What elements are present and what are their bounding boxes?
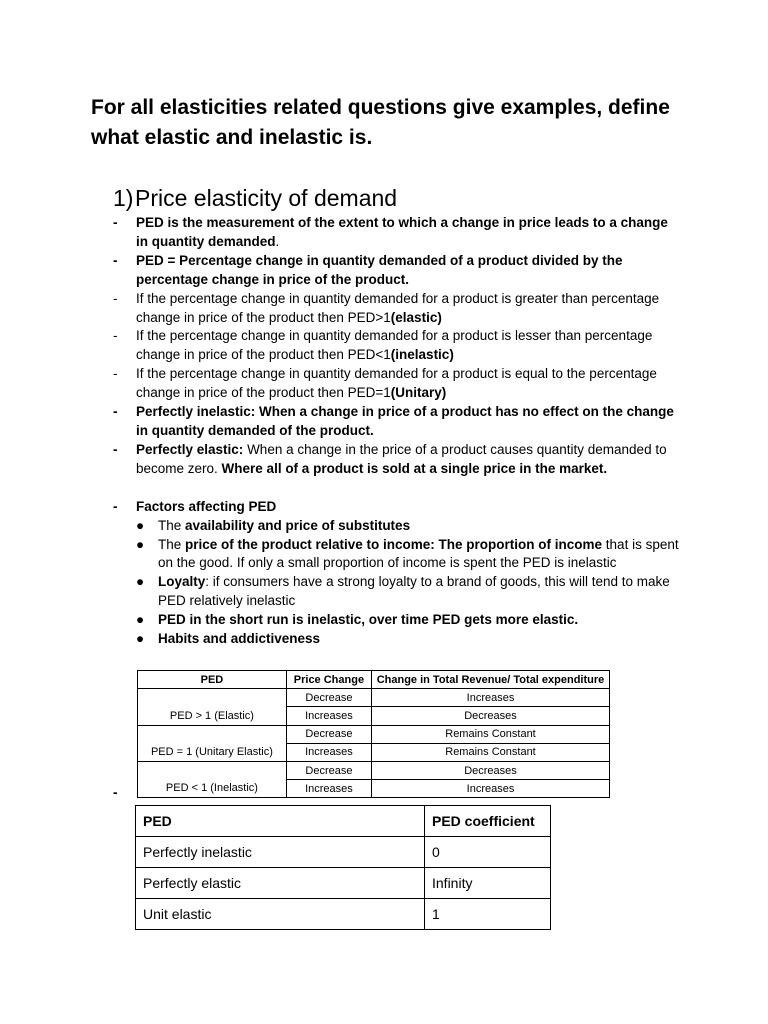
list-item: [113, 214, 683, 252]
price-change-cell: Decrease: [286, 689, 371, 707]
column-header: PED: [136, 806, 425, 837]
text-run: (Unitary): [390, 385, 447, 401]
ped-type-cell: Perfectly inelastic: [136, 837, 425, 868]
table-row: [138, 707, 610, 725]
ped-group-cell: PED = 1 (Unitary Elastic): [138, 743, 287, 761]
list-dash: -: [113, 328, 118, 344]
ped-group-cell: PED < 1 (Inelastic): [138, 780, 287, 798]
list-item: [113, 365, 683, 403]
factor-item: [113, 630, 683, 649]
text-run: (inelastic): [390, 347, 454, 363]
table-row: [138, 743, 610, 761]
table-row: [136, 837, 551, 868]
column-header: PED coefficient: [425, 806, 551, 837]
text-run: When a change in the price of a product causes quantity demanded to become zero.: [136, 441, 667, 476]
bullet-icon: ●: [136, 517, 145, 533]
list-item: [113, 290, 683, 328]
list-item: [113, 252, 683, 290]
table-header-row: [136, 806, 551, 837]
revenue-change-cell: Increases: [372, 780, 610, 798]
text-run: Where all of a product is sold at a single price in the market.: [221, 460, 608, 476]
list-dash: -: [113, 498, 118, 514]
revenue-table: [137, 670, 610, 798]
text-run: PED in the short run is inelastic, over time PED gets more elastic.: [158, 612, 579, 628]
coefficient-cell: 1: [425, 899, 551, 930]
coefficient-table: [135, 805, 551, 930]
ped-group-cell: [138, 761, 287, 779]
price-change-cell: Increases: [286, 743, 371, 761]
table-row: [138, 780, 610, 798]
table-row: [136, 899, 551, 930]
list-dash: -: [113, 290, 118, 306]
factor-item: [113, 517, 683, 536]
table-row: [136, 868, 551, 899]
text-run: Perfectly elastic:: [136, 441, 248, 457]
price-change-cell: Increases: [286, 780, 371, 798]
text-run: price of the product relative to income: The proportion of income: [185, 536, 603, 552]
coefficient-cell: 0: [425, 837, 551, 868]
revenue-change-cell: Decreases: [372, 707, 610, 725]
text-run: If the percentage change in quantity demanded for a product is equal to the percentage change in price of the product then PED=1: [136, 366, 657, 401]
ped-group-cell: [138, 725, 287, 743]
text-run: availability and price of substitutes: [185, 517, 411, 533]
bullet-icon: ●: [136, 631, 145, 647]
text-run: Loyalty: [158, 574, 206, 590]
table-header-row: [138, 671, 610, 689]
section-number: 1): [113, 185, 134, 211]
list-dash: -: [113, 404, 118, 420]
ped-type-cell: Unit elastic: [136, 899, 425, 930]
revenue-change-cell: Remains Constant: [372, 725, 610, 743]
factors-heading: Factors affecting PED: [136, 498, 277, 514]
price-change-cell: Increases: [286, 707, 371, 725]
ped-group-cell: PED > 1 (Elastic): [138, 707, 287, 725]
table-row: [138, 725, 610, 743]
table-row: [138, 761, 610, 779]
text-run: The: [158, 517, 186, 533]
column-header: Price Change: [286, 671, 371, 689]
factor-item: [113, 611, 683, 630]
ped-type-cell: Perfectly elastic: [136, 868, 425, 899]
text-run: .: [275, 233, 280, 249]
list-item: [113, 441, 683, 479]
text-run: If the percentage change in quantity demanded for a product is lesser than percentage change in price of the product then PED<1: [136, 328, 653, 363]
factor-item: [113, 536, 683, 574]
coefficient-cell: Infinity: [425, 868, 551, 899]
column-header: Change in Total Revenue/ Total expenditure: [372, 671, 610, 689]
text-run: If the percentage change in quantity demanded for a product is greater than percentage change in price of the product then PED>1: [136, 290, 660, 325]
text-run: (elastic): [390, 309, 442, 325]
list-dash: -: [113, 252, 118, 268]
list-item: [113, 327, 683, 365]
table-row: [138, 689, 610, 707]
factors-item: [113, 498, 683, 649]
text-run: The: [158, 536, 186, 552]
text-run: Habits and addictiveness: [158, 631, 321, 647]
factor-item: [113, 573, 683, 611]
page-title: For all elasticities related questions give examples, define what elastic and inelastic is.: [91, 96, 670, 149]
ped-group-cell: [138, 689, 287, 707]
section-heading: [113, 184, 397, 212]
list-dash: -: [113, 785, 118, 800]
revenue-change-cell: Remains Constant: [372, 743, 610, 761]
bullet-icon: ●: [136, 574, 145, 590]
ped-points-list: [113, 214, 683, 649]
price-change-cell: Decrease: [286, 761, 371, 779]
text-run: PED is the measurement of the extent to which a change in price leads to a change in quantity demanded: [136, 215, 668, 249]
text-run: Perfectly inelastic: When a change in price of a product has no effect on the change in quantity demanded of the product.: [136, 404, 674, 438]
revenue-change-cell: Increases: [372, 689, 610, 707]
factors-list: [113, 517, 683, 649]
section-title: Price elasticity of demand: [135, 185, 398, 211]
list-dash: -: [113, 215, 118, 230]
list-item: [113, 403, 683, 441]
list-dash: -: [113, 366, 118, 382]
price-change-cell: Decrease: [286, 725, 371, 743]
text-run: PED = Percentage change in quantity demanded of a product divided by the percentage change in price of the product.: [136, 252, 623, 287]
text-run: that is spent on the good. If only a small proportion of income is spent the PED is inelastic: [158, 536, 679, 571]
bullet-icon: ●: [136, 536, 145, 552]
text-run: : if consumers have a strong loyalty to a brand of goods, this will tend to make PED relatively inelastic: [158, 574, 670, 609]
list-dash: -: [113, 441, 118, 457]
column-header: PED: [138, 671, 287, 689]
bullet-icon: ●: [136, 612, 145, 628]
revenue-change-cell: Decreases: [372, 761, 610, 779]
